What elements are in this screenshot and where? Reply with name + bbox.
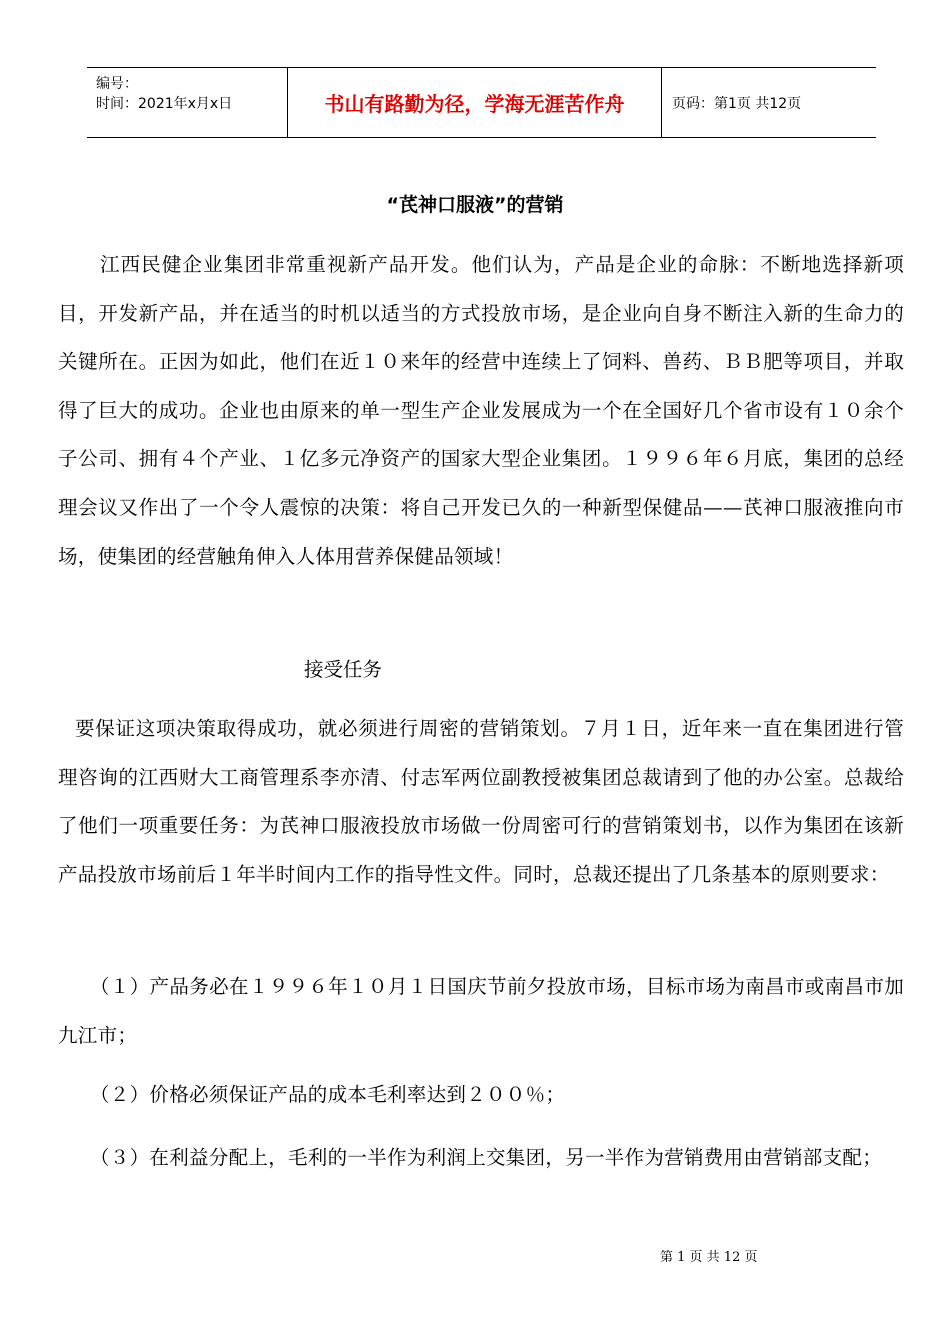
- time-label: 时间：2021年x月x日: [96, 96, 233, 112]
- number-label: 编号：: [96, 76, 138, 92]
- header-table: [87, 67, 876, 138]
- paragraph-intro: 江西民健企业集团非常重视新产品开发。他们认为，产品是企业的命脉：不断地选择新项目，开发新产品，并在适当的时机以适当的方式投放市场，是企业向自身不断注入新的生命力的关键所在。正因为如此，他们在近１０来年的经营中连续上了饲料、兽药、ＢＢ肥等项目，并取得了巨大的成功。企业也由原来的单一型生产企业发展成为一个在全国好几个省市设有１０余个子公司、拥有４个产业、１亿多元净资产的国家大型企业集团。１９９６年６月底，集团的总经理会议又作出了一个令人震惊的决策：将自己开发已久的一种新型保健品——芪神口服液推向市场，使集团的经营触角伸入人体用营养保健品领域！: [58, 253, 904, 568]
- header-page-label: 页码：第1页 共12页: [672, 95, 802, 112]
- document-title: “芪神口服液”的营销: [386, 194, 564, 216]
- section-heading: 接受任务: [304, 658, 383, 681]
- requirement-item-2: （２）价格必须保证产品的成本毛利率达到２００％；: [90, 1083, 566, 1106]
- header-meta-cell: [87, 68, 288, 137]
- footer-page-info: 第 1 页 共 12 页: [660, 1250, 758, 1265]
- paragraph-task: 要保证这项决策取得成功，就必须进行周密的营销策划。７月１日，近年来一直在集团进行管理咨询的江西财大工商管理系李亦清、付志军两位副教授被集团总裁请到了他的办公室。总裁给了他们一项重要任务：为芪神口服液投放市场做一份周密可行的营销策划书，以作为集团在该新产品投放市场前后１年半时间内工作的指导性文件。同时，总裁还提出了几条基本的原则要求：: [58, 717, 904, 886]
- requirement-item-3: （３）在利益分配上，毛利的一半作为利润上交集团，另一半作为营销费用由营销部支配；: [90, 1146, 883, 1169]
- requirement-item-1: （１）产品务必在１９９６年１０月１日国庆节前夕投放市场，目标市场为南昌市或南昌市加九江市；: [58, 975, 904, 1047]
- header-motto: 书山有路勤为径，学海无涯苦作舟: [288, 68, 662, 137]
